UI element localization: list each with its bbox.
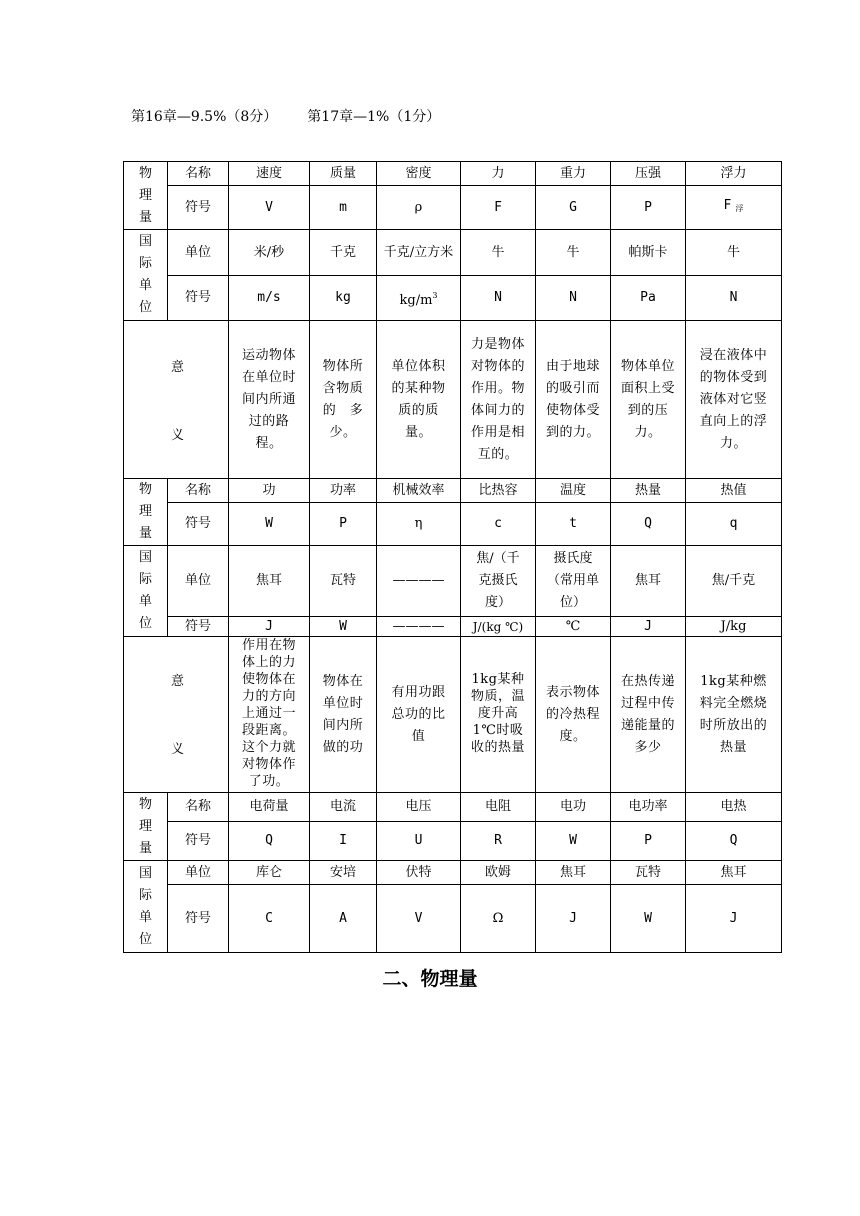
label-unit: 单位: [168, 861, 229, 885]
quantity-symbol: I: [310, 822, 377, 861]
table-row: [124, 546, 782, 617]
quantity-name: 速度: [229, 162, 310, 186]
quantity-name: 热值: [686, 479, 782, 503]
unit-symbol: J/(kg ℃): [461, 617, 536, 637]
unit-symbol: J: [229, 617, 310, 637]
quantity-symbol: U: [377, 822, 461, 861]
meaning-text: 有用功跟总功的比值: [377, 637, 461, 793]
table-row: [124, 479, 782, 503]
unit-symbol: J: [686, 885, 782, 953]
label-symbol: 符号: [168, 503, 229, 546]
quantity-symbol: q: [686, 503, 782, 546]
quantity-name: 电功: [536, 793, 611, 822]
quantity-symbol: F: [461, 186, 536, 230]
unit-name: 欧姆: [461, 861, 536, 885]
quantity-symbol: m: [310, 186, 377, 230]
label-symbol: 符号: [168, 276, 229, 321]
unit-name: 焦耳: [229, 546, 310, 617]
row-header-meaning: 意 义: [124, 637, 229, 793]
unit-symbol: J: [536, 885, 611, 953]
unit-name: 焦耳: [536, 861, 611, 885]
table-row: [124, 230, 782, 276]
meaning-text: 浸在液体中的物体受到液体对它竖直向上的浮力。: [686, 321, 782, 479]
table-row: [124, 321, 782, 479]
quantity-symbol: Q: [686, 822, 782, 861]
table-row: [124, 885, 782, 953]
quantity-symbol: W: [229, 503, 310, 546]
quantity-name: 电流: [310, 793, 377, 822]
cubic-superscript: 3: [432, 290, 438, 300]
unit-name: 牛: [536, 230, 611, 276]
unit-name: 焦耳: [611, 546, 686, 617]
unit-symbol: J/kg: [686, 617, 782, 637]
unit-name: 瓦特: [310, 546, 377, 617]
meaning-text: 1kg某种燃料完全燃烧时所放出的热量: [686, 637, 782, 793]
quantity-symbol: P: [310, 503, 377, 546]
table-row: [124, 793, 782, 822]
unit-name: 库仑: [229, 861, 310, 885]
chapter-16-weight: 第16章—9.5%（8分）: [131, 109, 278, 125]
quantity-symbol: G: [536, 186, 611, 230]
quantity-name: 质量: [310, 162, 377, 186]
unit-symbol: Ω: [461, 885, 536, 953]
quantity-symbol: ρ: [377, 186, 461, 230]
quantity-symbol: W: [536, 822, 611, 861]
meaning-text: 在热传递过程中传递能量的多少: [611, 637, 686, 793]
section-title: 二、物理量: [382, 968, 478, 990]
row-header-physics-quantity: 物 理 量: [124, 479, 168, 546]
table-row: [124, 617, 782, 637]
unit-symbol: m/s: [229, 276, 310, 321]
label-symbol: 符号: [168, 617, 229, 637]
row-header-intl-unit: 国 际 单 位: [124, 230, 168, 321]
unit-symbol: Pa: [611, 276, 686, 321]
quantity-name: 温度: [536, 479, 611, 503]
unit-symbol: $kg/m^3$: [377, 276, 461, 321]
unit-name: ————: [377, 546, 461, 617]
unit-symbol: N: [461, 276, 536, 321]
unit-symbol: N: [686, 276, 782, 321]
quantity-name: 电热: [686, 793, 782, 822]
row-header-meaning: 意 义: [124, 321, 229, 479]
table-row: [124, 276, 782, 321]
chapter-weights: [131, 106, 440, 126]
quantity-name: 比热容: [461, 479, 536, 503]
quantity-name: 热量: [611, 479, 686, 503]
quantity-symbol: t: [536, 503, 611, 546]
label-symbol: 符号: [168, 822, 229, 861]
table-row: [124, 503, 782, 546]
unit-name: 米/秒: [229, 230, 310, 276]
unit-name: 伏特: [377, 861, 461, 885]
unit-symbol: A: [310, 885, 377, 953]
row-header-physics-quantity: 物 理 量: [124, 793, 168, 861]
quantity-name: 电压: [377, 793, 461, 822]
quantity-symbol: η: [377, 503, 461, 546]
quantity-name: 电功率: [611, 793, 686, 822]
meaning-text: 1kg某种物质，温度升高1℃时吸收的热量: [461, 637, 536, 793]
meaning-text: 作用在物体上的力使物体在力的方向上通过一段距离。这个力就对物体作了功。: [229, 637, 310, 793]
chapter-17-weight: 第17章—1%（1分）: [307, 109, 441, 125]
meaning-text: 物体所含物质的 多少。: [310, 321, 377, 479]
label-unit: 单位: [168, 230, 229, 276]
unit-symbol: C: [229, 885, 310, 953]
label-name: 名称: [168, 793, 229, 822]
unit-name: 瓦特: [611, 861, 686, 885]
unit-name: 千克/立方米: [377, 230, 461, 276]
quantity-name: 功: [229, 479, 310, 503]
unit-name: 摄氏度（常用单位）: [536, 546, 611, 617]
meaning-text: 物体在单位时间内所做的功: [310, 637, 377, 793]
unit-symbol: ℃: [536, 617, 611, 637]
quantity-name: 压强: [611, 162, 686, 186]
quantity-symbol: Q: [229, 822, 310, 861]
unit-symbol: kg: [310, 276, 377, 321]
meaning-text: 运动物体在单位时间内所通过的路程。: [229, 321, 310, 479]
label-symbol: 符号: [168, 186, 229, 230]
meaning-text: 单位体积的某种物质的质量。: [377, 321, 461, 479]
table-row: [124, 822, 782, 861]
row-header-physics-quantity: 物 理 量: [124, 162, 168, 230]
label-name: 名称: [168, 162, 229, 186]
unit-symbol: J: [611, 617, 686, 637]
unit-symbol: V: [377, 885, 461, 953]
unit-name: 牛: [686, 230, 782, 276]
table-row: [124, 162, 782, 186]
quantity-name: 电荷量: [229, 793, 310, 822]
physics-quantities-table: [123, 161, 782, 953]
unit-symbol: W: [611, 885, 686, 953]
quantity-name: 功率: [310, 479, 377, 503]
label-unit: 单位: [168, 546, 229, 617]
meaning-text: 由于地球的吸引而使物体受到的力。: [536, 321, 611, 479]
unit-name: 安培: [310, 861, 377, 885]
row-header-intl-unit: 国 际 单 位: [124, 861, 168, 953]
unit-name: 牛: [461, 230, 536, 276]
label-name: 名称: [168, 479, 229, 503]
meaning-text: 力是物体对物体的作用。物体间力的作用是相互的。: [461, 321, 536, 479]
unit-name: 焦/（千克摄氏度）: [461, 546, 536, 617]
quantity-symbol: Q: [611, 503, 686, 546]
unit-name: 千克: [310, 230, 377, 276]
buoyancy-subscript: 浮: [735, 204, 744, 213]
quantity-symbol: P: [611, 186, 686, 230]
quantity-name: 浮力: [686, 162, 782, 186]
unit-symbol: N: [536, 276, 611, 321]
quantity-name: 机械效率: [377, 479, 461, 503]
unit-name: 焦耳: [686, 861, 782, 885]
quantity-symbol: c: [461, 503, 536, 546]
quantity-symbol: F $_浮$: [686, 186, 782, 230]
unit-symbol: W: [310, 617, 377, 637]
unit-name: 帕斯卡: [611, 230, 686, 276]
unit-symbol: ————: [377, 617, 461, 637]
row-header-intl-unit: 国 际 单 位: [124, 546, 168, 637]
meaning-text: 表示物体的冷热程度。: [536, 637, 611, 793]
quantity-name: 密度: [377, 162, 461, 186]
quantity-name: 电阻: [461, 793, 536, 822]
table-row: [124, 637, 782, 793]
table-row: [124, 861, 782, 885]
label-symbol: 符号: [168, 885, 229, 953]
quantity-symbol: R: [461, 822, 536, 861]
meaning-text: 物体单位面积上受到的压力。: [611, 321, 686, 479]
table-row: [124, 186, 782, 230]
quantity-name: 重力: [536, 162, 611, 186]
quantity-symbol: V: [229, 186, 310, 230]
quantity-name: 力: [461, 162, 536, 186]
quantity-symbol: P: [611, 822, 686, 861]
unit-name: 焦/千克: [686, 546, 782, 617]
